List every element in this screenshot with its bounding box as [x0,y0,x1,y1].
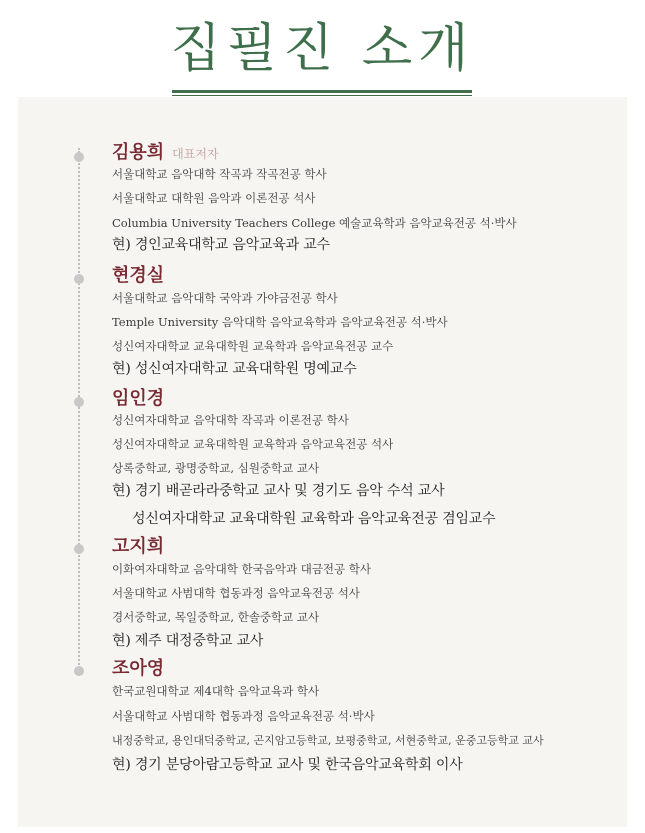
education-line: 서울대학교 사범대학 협동과정 음악교육전공 석사 [112,586,360,600]
timeline-dot [74,666,84,676]
current-position: 현) 제주 대정중학교 교사 [112,633,264,649]
education-line: 상록중학교, 광명중학교, 심원중학교 교사 [112,461,320,475]
title-underline-thin [172,95,472,96]
title-underline [172,90,472,93]
author-name [112,142,219,165]
education-line: 서울대학교 음악대학 국악과 가야금전공 학사 [112,291,338,305]
education-line: 내정중학교, 용인대덕중학교, 곤지암고등학교, 보평중학교, 서현중학교, 운중고등학교 교사 [112,734,544,747]
author-name [112,536,164,558]
education-line: 한국교원대학교 제4대학 음악교육과 학사 [112,684,320,698]
timeline-line [78,148,80,676]
education-line: 서울대학교 사범대학 협동과정 음악교육전공 석·박사 [112,709,375,723]
author-name [112,658,164,680]
timeline-dot [74,152,84,162]
education-line: 성신여자대학교 음악대학 작곡과 이론전공 학사 [112,413,349,427]
education-line: 서울대학교 음악대학 작곡과 작곡전공 학사 [112,167,327,181]
current-position: 현) 성신여자대학교 교육대학원 명예교수 [112,361,357,377]
education-line: 경서중학교, 목일중학교, 한솔중학교 교사 [112,610,320,624]
current-position-continued: 성신여자대학교 교육대학원 교육학과 음악교육전공 겸임교수 [132,511,496,527]
education-line: 성신여자대학교 교육대학원 교육학과 음악교육전공 교수 [112,339,394,353]
author-name [112,388,164,410]
author-role: 대표저자 [172,147,219,161]
current-position: 현) 경기 분당아람고등학교 교사 및 한국음악교육학회 이사 [112,757,463,773]
education-line: Columbia University Teachers College 예술교육학과 음악교육전공 석·박사 [112,216,517,230]
author-name-text: 임인경 [112,388,165,409]
author-name-text: 현경실 [112,265,165,286]
author-name-text: 조아영 [112,658,165,679]
timeline-dot [74,274,84,284]
timeline-dot [74,397,84,407]
timeline-dot [74,544,84,554]
current-position: 현) 경인교육대학교 음악교육과 교수 [112,237,330,253]
page-title: 집필진 소개 [170,19,475,79]
education-line: 이화여자대학교 음악대학 한국음악과 대금전공 학사 [112,562,372,576]
author-name [112,265,164,287]
author-name-text: 고지희 [112,536,165,557]
education-line: Temple University 음악대학 음악교육학과 음악교육전공 석·박사 [112,315,448,329]
current-position: 현) 경기 배곧라라중학교 교사 및 경기도 음악 수석 교사 [112,483,445,499]
author-name-text: 김용희 [112,142,165,163]
education-line: 성신여자대학교 교육대학원 교육학과 음악교육전공 석사 [112,437,394,451]
education-line: 서울대학교 대학원 음악과 이론전공 석사 [112,191,316,205]
